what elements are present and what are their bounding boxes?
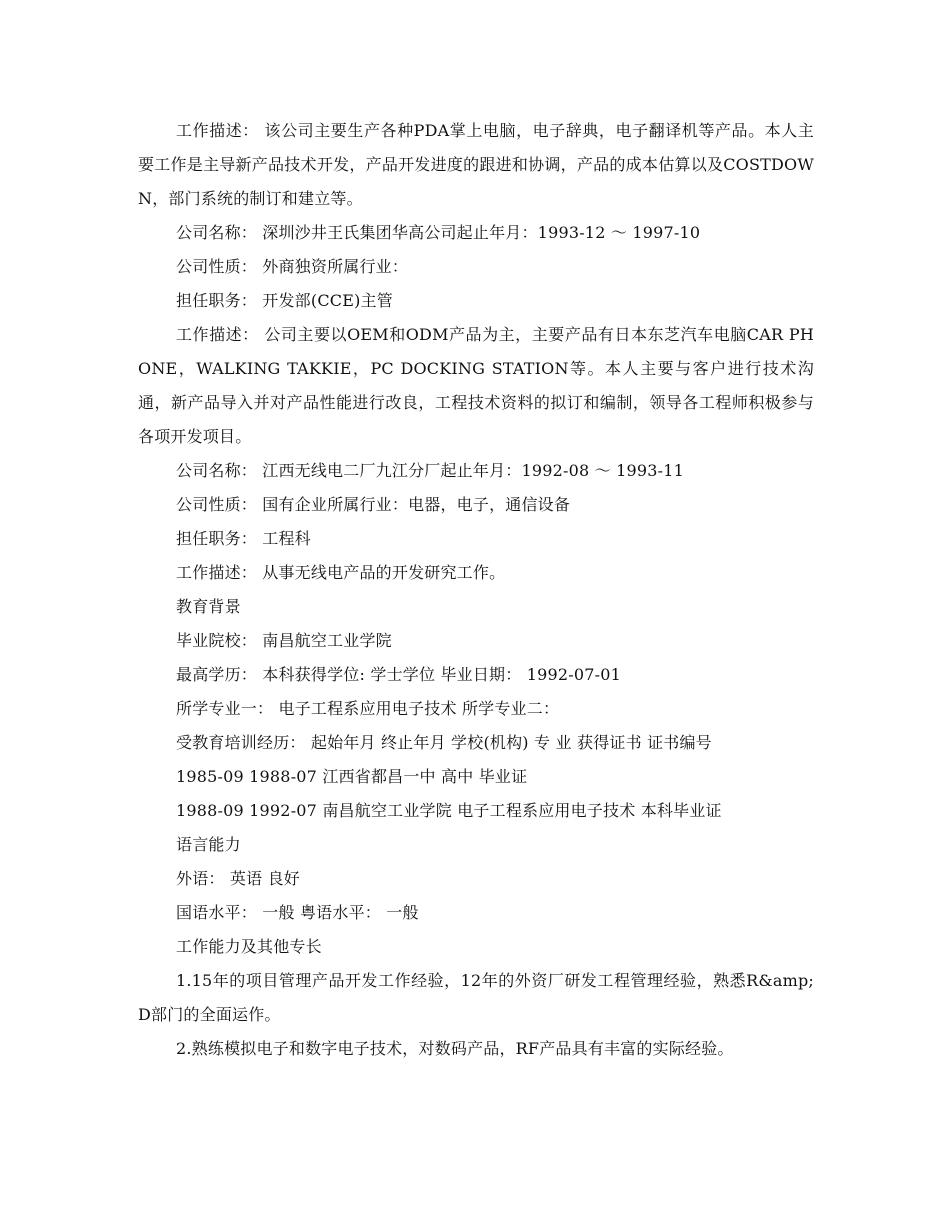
company-name-line: 公司名称： 深圳沙井王氏集团华高公司起止年月：1993-12 ～ 1997-10	[176, 223, 701, 242]
job-description-paragraph: 工作描述： 从事无线电产品的开发研究工作。	[176, 563, 506, 582]
skill-item: 2.熟练模拟电子和数字电子技术，对数码产品，RF产品具有丰富的实际经验。	[176, 1039, 734, 1058]
skill-item: 1.15年的项目管理产品开发工作经验，12年的外资厂研发工程管理经验，熟悉R&amp;D部门的全面运作。	[138, 971, 814, 1024]
training-header-line: 受教育培训经历： 起始年月 终止年月 学校(机构) 专 业 获得证书 证书编号	[176, 733, 712, 752]
major-line: 所学专业一： 电子工程系应用电子技术 所学专业二：	[176, 699, 560, 718]
section-heading-language: 语言能力	[176, 835, 241, 854]
position-line: 担任职务： 开发部(CCE)主管	[176, 291, 393, 310]
training-record-line: 1985-09 1988-07 江西省都昌一中 高中 毕业证	[176, 767, 528, 786]
company-type-line: 公司性质： 国有企业所属行业：电器，电子，通信设备	[176, 495, 571, 514]
document-body	[138, 114, 814, 1066]
company-type-line: 公司性质： 外商独资所属行业：	[176, 257, 409, 276]
foreign-language-line: 外语： 英语 良好	[176, 869, 300, 888]
section-heading-skills: 工作能力及其他专长	[176, 937, 322, 956]
job-description-paragraph: 工作描述： 公司主要以OEM和ODM产品为主，主要产品有日本东芝汽车电脑CAR PHONE，WALKING TAKKIE，PC DOCKING STATION等。本人主要与客户进行技术沟通，新产品导入并对产品性能进行改良，工程技术资料的拟订和编制，领导各工程师积极参与各项开发项目。	[138, 325, 814, 446]
position-line: 担任职务： 工程科	[176, 529, 311, 548]
school-line: 毕业院校： 南昌航空工业学院	[176, 631, 392, 650]
training-record-line: 1988-09 1992-07 南昌航空工业学院 电子工程系应用电子技术 本科毕业证	[176, 801, 722, 820]
degree-line: 最高学历： 本科获得学位: 学士学位 毕业日期： 1992-07-01	[176, 665, 621, 684]
company-name-line: 公司名称： 江西无线电二厂九江分厂起止年月：1992-08 ～ 1993-11	[176, 461, 685, 480]
job-description-paragraph: 工作描述： 该公司主要生产各种PDA掌上电脑，电子辞典，电子翻译机等产品。本人主要工作是主导新产品技术开发，产品开发进度的跟进和协调，产品的成本估算以及COSTDOWN，部门系统的制订和建立等。	[138, 121, 814, 208]
dialect-level-line: 国语水平： 一般 粤语水平： 一般	[176, 903, 419, 922]
section-heading-education: 教育背景	[176, 597, 241, 616]
